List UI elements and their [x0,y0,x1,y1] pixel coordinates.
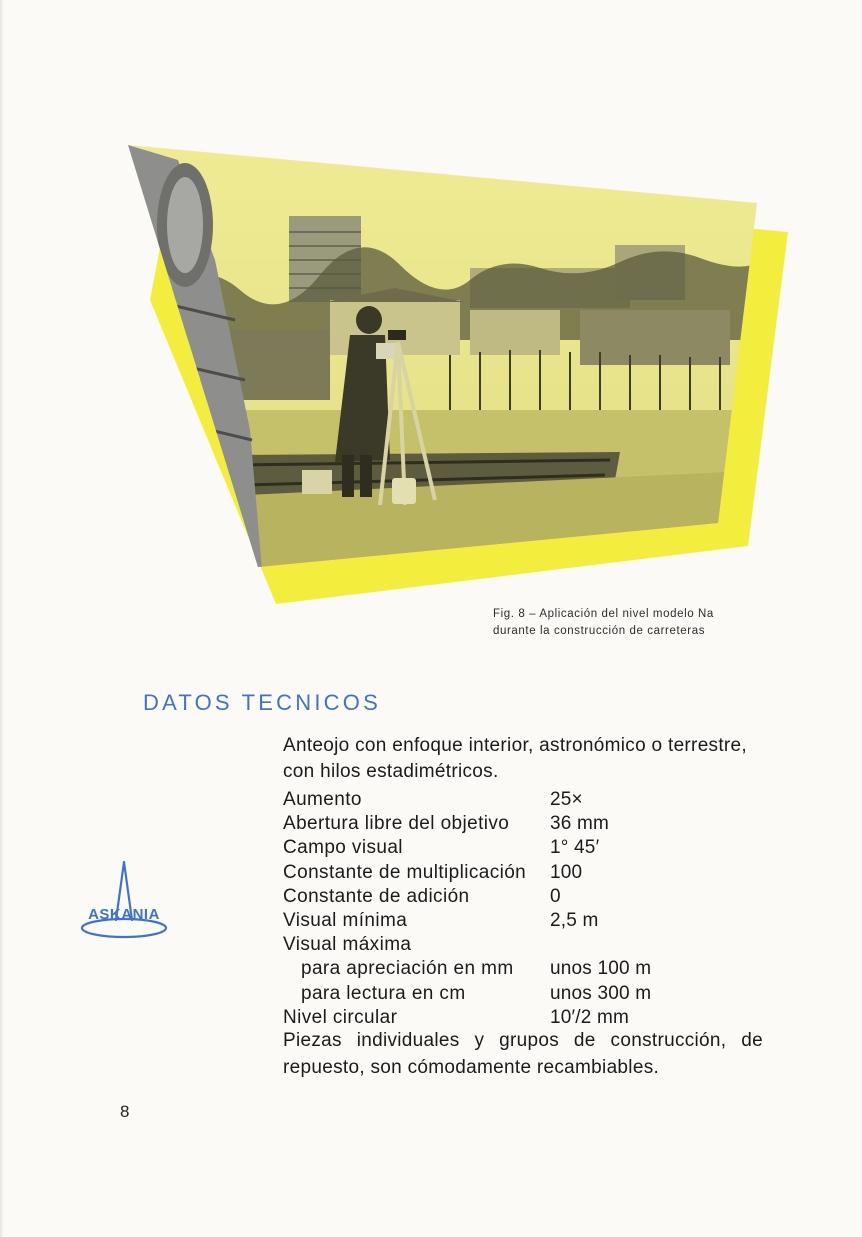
section-title: DATOS TECNICOS [143,690,381,715]
spec-label: para lectura en cm [301,982,466,1004]
spec-row [283,885,763,909]
spec-value: 25× [550,789,583,810]
spec-label: Constante de multiplicación [283,861,527,883]
spec-label: Nivel circular [283,1006,398,1028]
outro-paragraph: Piezas individuales y grupos de construcción, de repuesto, son cómodamente recambiables. [283,1030,763,1078]
spec-value: 100 [550,861,583,883]
spec-value: 2,5 m [550,909,599,931]
caption-line-1: Fig. 8 – Aplicación del nivel modelo Na [493,608,714,620]
logo-text: ASKANIA [88,906,160,923]
spec-value: 10′/2 mm [550,1006,630,1028]
spec-value: unos 100 m [550,958,652,980]
askania-logo-icon [76,858,172,942]
spec-label: Visual mínima [283,909,408,931]
caption-line-2: durante la construcción de carreteras [493,625,706,637]
spec-row [283,957,763,981]
specs-table [283,788,763,1030]
spec-row [283,909,763,933]
spec-value: unos 300 m [550,982,652,1004]
spec-label: Visual máxima [283,934,412,956]
spec-row [283,788,763,812]
page-number: 8 [120,1102,130,1121]
spec-label: para apreciación en mm [301,958,514,980]
spec-label: Constante de adición [283,885,470,907]
spec-row [283,812,763,836]
spec-label: Campo visual [283,837,403,859]
spec-row [283,861,763,885]
figure-caption [493,606,793,640]
spec-row [283,836,763,860]
spec-label: Aumento [283,789,362,810]
spec-value: 0 [550,885,561,907]
intro-paragraph: Anteojo con enfoque interior, astronómico o terrestre, con hilos estadimétricos. [283,735,748,782]
spec-row [283,982,763,1006]
spec-label: Abertura libre del objetivo [283,813,510,835]
spec-value: 36 mm [550,813,610,835]
spec-row [283,933,763,957]
spec-value: 1° 45′ [550,837,600,859]
